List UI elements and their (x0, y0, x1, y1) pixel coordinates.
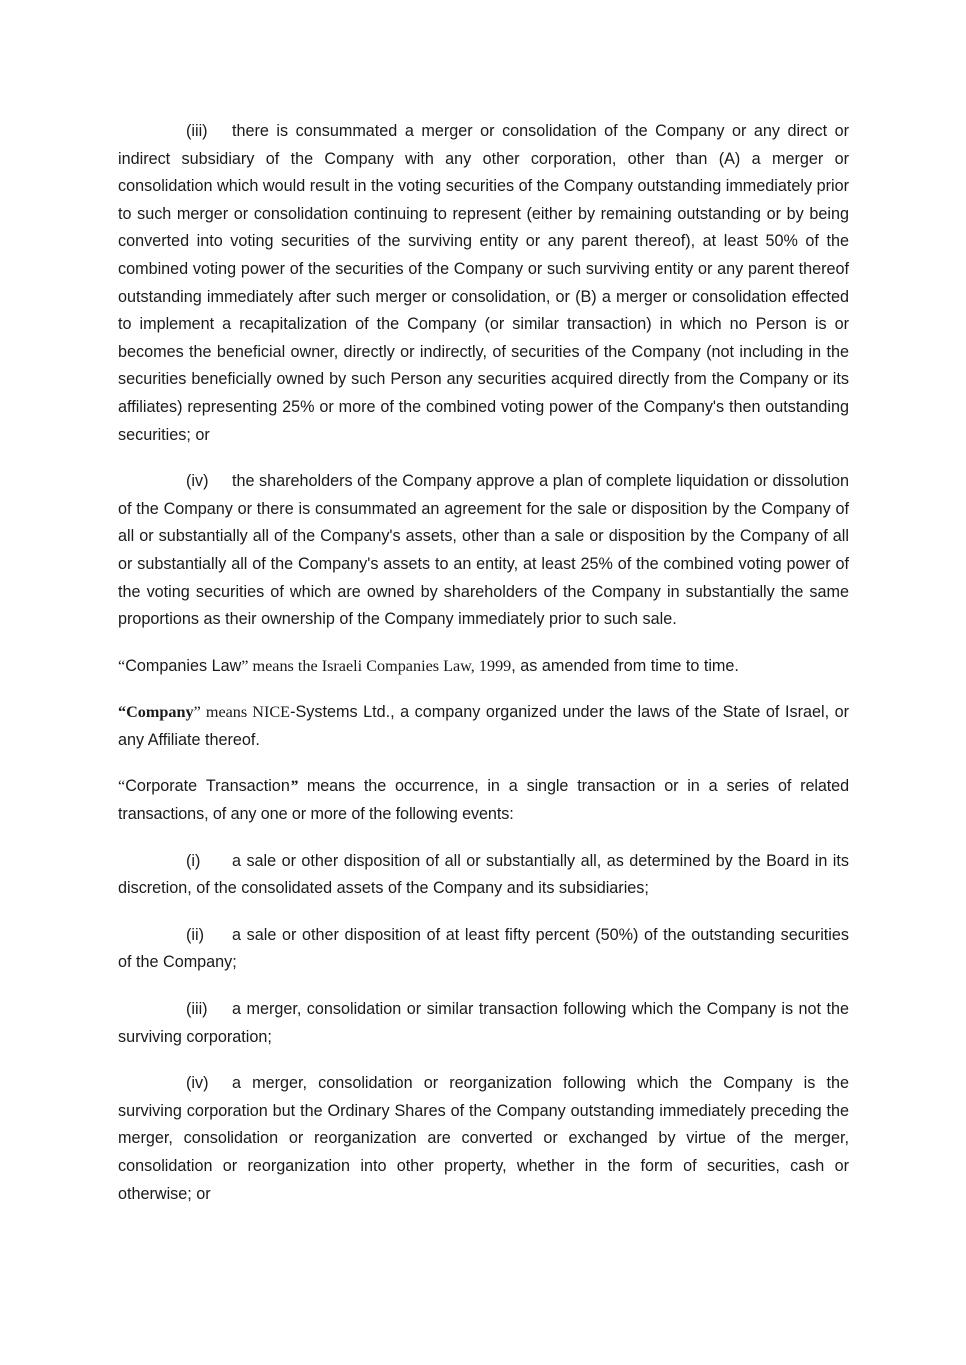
clause-i-sale-assets (118, 848, 849, 903)
clause-iii-not-surviving (118, 996, 849, 1051)
close-quote: ” (241, 656, 249, 675)
definition-text: -Systems Ltd., a company organized under the laws of the State of Israel, or any Affiliate thereof. (118, 703, 850, 749)
clause-text: there is consummated a merger or consolidation of the Company or any direct or indirect subsidiary of the Company with any other corporation, other than (A) a merger or consolidation which would result in the voting securities of the Company outstanding immediately prior to such merger or consolidation continuing to represent (either by remaining outstanding or by being converted into voting securities of the surviving entity or any parent thereof), at least 50% of the combined voting power of the securities of the Company or such surviving entity or any parent thereof outstanding immediately after such merger or consolidation, or (B) a merger or consolidation effected to implement a recapitalization of the Company (or similar transaction) in which no Person is or becomes the beneficial owner, directly or indirectly, of securities of the Company (not including in the securities beneficially owned by such Person any securities acquired directly from the Company or its affiliates) representing 25% or more of the combined voting power of the Company's then outstanding securities; or (118, 122, 849, 444)
clause-iii-merger (118, 118, 849, 449)
defined-term: Companies Law (125, 656, 242, 675)
open-quote: “ (118, 777, 126, 796)
clause-number: (iii) (186, 122, 208, 140)
clause-number: (ii) (186, 925, 204, 944)
open-quote: “ (118, 703, 127, 722)
clause-ii-sale-securities (118, 922, 849, 977)
document-page (118, 118, 849, 1227)
open-quote: “ (118, 656, 126, 675)
definition-text: , as amended from time to time. (511, 656, 739, 675)
clause-number: (iv) (186, 1074, 209, 1093)
clause-text: a merger, consolidation or similar transaction following which the Company is not the surviving corporation; (118, 1000, 849, 1046)
clause-number: (iii) (186, 1000, 208, 1019)
defined-term: Company (126, 703, 194, 722)
definition-serif-text: means the Israeli Companies Law, 1999 (248, 656, 512, 675)
clause-iv-liquidation (118, 468, 849, 634)
clause-text: a merger, consolidation or reorganization following which the Company is the surviving corporation but the Ordinary Shares of the Company outstanding immediately preceding the merger, consolidation or reorganization are converted or exchanged by virtue of the merger, consolidation or reorganization into other property, whether in the form of securities, cash or otherwise; or (118, 1074, 849, 1203)
definition-companies-law (118, 653, 849, 681)
close-quote: ” (193, 703, 201, 722)
clause-iv-reorganization (118, 1070, 849, 1208)
clause-number: (iv) (186, 472, 209, 491)
clause-number: (i) (186, 851, 201, 870)
definition-text: means the occurrence, in a single transaction or in a series of related transactions, of any one or more of the following events: (118, 777, 849, 824)
close-quote: ” (289, 777, 298, 796)
clause-text: a sale or other disposition of all or substantially all, as determined by the Board in its discretion, of the consolidated assets of the Company and its subsidiaries; (118, 851, 849, 898)
definition-corporate-transaction (118, 773, 849, 828)
definition-company (118, 699, 849, 754)
definition-serif-text: means NICE (200, 703, 291, 722)
defined-term: Corporate Transaction (125, 777, 290, 796)
clause-text: the shareholders of the Company approve a plan of complete liquidation or dissolution of the Company or there is consummated an agreement for the sale or disposition by the Company of all or substantially all of the Company's assets, other than a sale or disposition by the Company of all or substantially all of the Company's assets to an entity, at least 25% of the combined voting power of the voting securities of which are owned by shareholders of the Company in substantially the same proportions as their ownership of the Company immediately prior to such sale. (118, 472, 849, 629)
clause-text: a sale or other disposition of at least fifty percent (50%) of the outstanding securities of the Company; (118, 925, 849, 972)
